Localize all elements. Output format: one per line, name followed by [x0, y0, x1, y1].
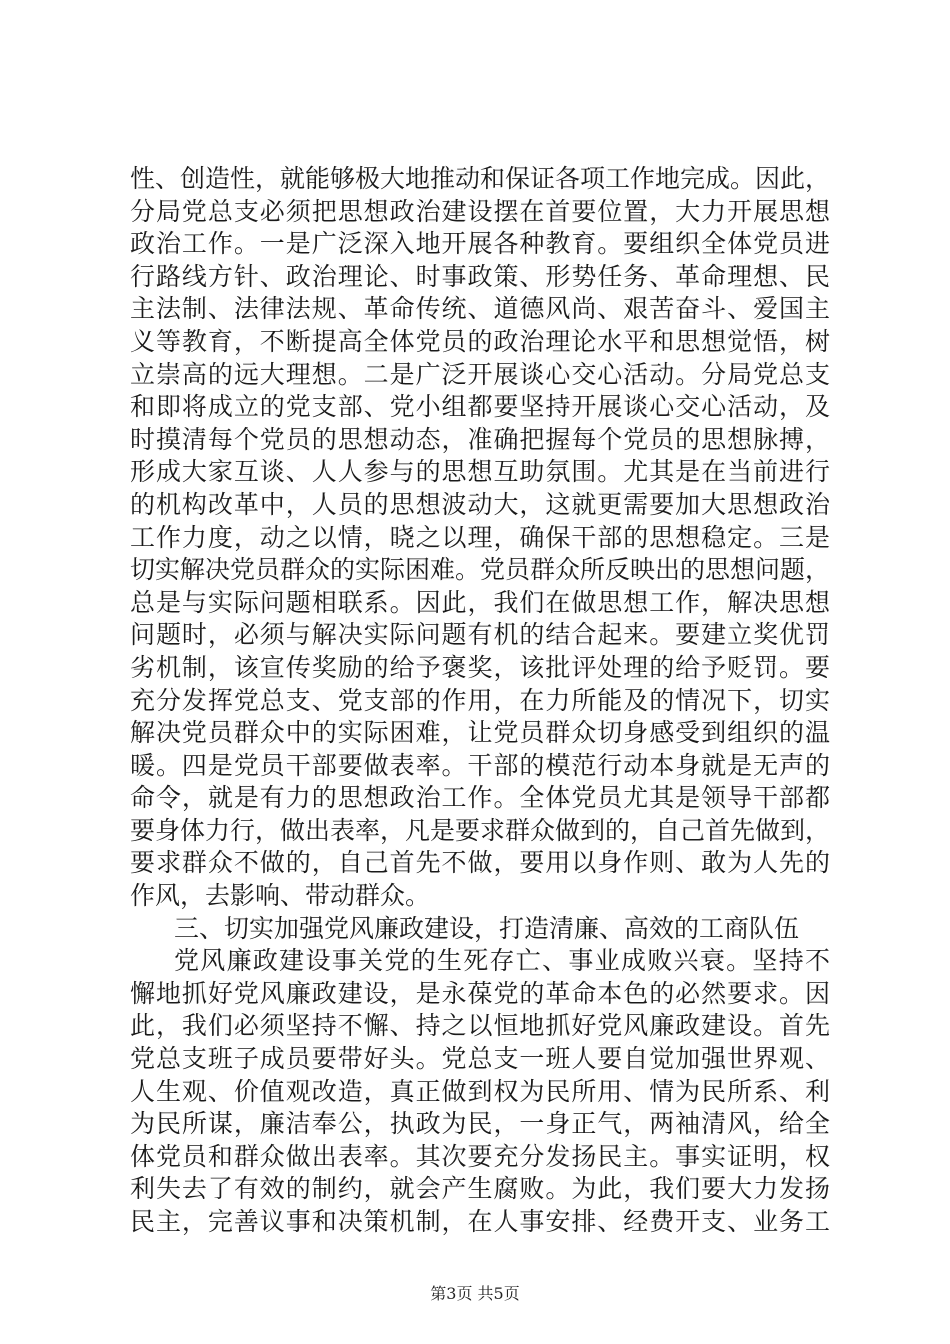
text-line: 为民所谋，廉洁奉公，执政为民，一身正气，两袖清风，给全	[130, 1109, 830, 1139]
text-line: 要求群众不做的，自己首先不做，要用以身作则、敢为人先的	[130, 848, 830, 878]
text-line: 懈地抓好党风廉政建设，是永葆党的革命本色的必然要求。因	[130, 978, 830, 1008]
text-line: 性、创造性，就能够极大地推动和保证各项工作地完成。因此，	[130, 164, 831, 193]
text-line: 主法制、法律法规、革命传统、道德风尚、艰苦奋斗、爱国主	[130, 294, 830, 324]
text-line: 劣机制，该宣传奖励的给予褒奖，该批评处理的给予贬罚。要	[130, 652, 830, 682]
text-line: 民主，完善议事和决策机制，在人事安排、经费开支、业务工	[130, 1207, 830, 1236]
document-body	[130, 163, 830, 1239]
section-heading: 三、切实加强党风廉政建设，打造清廉、高效的工商队伍	[174, 913, 800, 943]
text-line: 党总支班子成员要带好头。党总支一班人要自觉加强世界观、	[130, 1044, 830, 1074]
text-line: 此，我们必须坚持不懈、持之以恒地抓好党风廉政建设。首先	[130, 1011, 830, 1041]
text-line: 义等教育，不断提高全体党员的政治理论水平和思想觉悟，树	[130, 326, 830, 356]
text-line: 立崇高的远大理想。二是广泛开展谈心交心活动。分局党总支	[130, 359, 830, 389]
text-line: 作风，去影响、带动群众。	[130, 881, 431, 911]
text-line: 时摸清每个党员的思想动态，准确把握每个党员的思想脉搏，	[130, 424, 830, 454]
text-line: 行路线方针、政治理论、时事政策、形势任务、革命理想、民	[130, 261, 830, 291]
text-line: 工作力度，动之以情，晓之以理，确保干部的思想稳定。三是	[130, 522, 830, 552]
text-line: 暖。四是党员干部要做表率。干部的模范行动本身就是无声的	[130, 750, 830, 780]
text-line: 命令，就是有力的思想政治工作。全体党员尤其是领导干部都	[130, 783, 830, 813]
text-line: 问题时，必须与解决实际问题有机的结合起来。要建立奖优罚	[130, 620, 830, 650]
text-line: 要身体力行，做出表率，凡是要求群众做到的，自己首先做到，	[130, 815, 831, 845]
text-line: 的机构改革中，人员的思想波动大，这就更需要加大思想政治	[130, 489, 830, 519]
text-line: 总是与实际问题相联系。因此，我们在做思想工作，解决思想	[130, 587, 830, 617]
text-line: 政治工作。一是广泛深入地开展各种教育。要组织全体党员进	[130, 229, 830, 259]
text-line: 分局党总支必须把思想政治建设摆在首要位置，大力开展思想	[130, 196, 830, 226]
text-line: 解决党员群众中的实际困难，让党员群众切身感受到组织的温	[130, 718, 830, 748]
text-line: 充分发挥党总支、党支部的作用，在力所能及的情况下，切实	[130, 685, 830, 715]
text-line: 形成大家互谈、人人参与的思想互助氛围。尤其是在当前进行	[130, 457, 830, 487]
text-line: 和即将成立的党支部、党小组都要坚持开展谈心交心活动，及	[130, 392, 830, 422]
text-line: 党风廉政建设事关党的生死存亡、事业成败兴衰。坚持不	[174, 946, 830, 976]
page-number-footer: 第3页 共5页	[430, 1284, 520, 1303]
text-line: 切实解决党员群众的实际困难。党员群众所反映出的思想问题，	[130, 555, 831, 585]
text-line: 利失去了有效的制约，就会产生腐败。为此，我们要大力发扬	[130, 1174, 830, 1204]
text-line: 体党员和群众做出表率。其次要充分发扬民主。事实证明，权	[130, 1141, 830, 1171]
text-line: 人生观、价值观改造，真正做到权为民所用、情为民所系、利	[130, 1076, 830, 1106]
